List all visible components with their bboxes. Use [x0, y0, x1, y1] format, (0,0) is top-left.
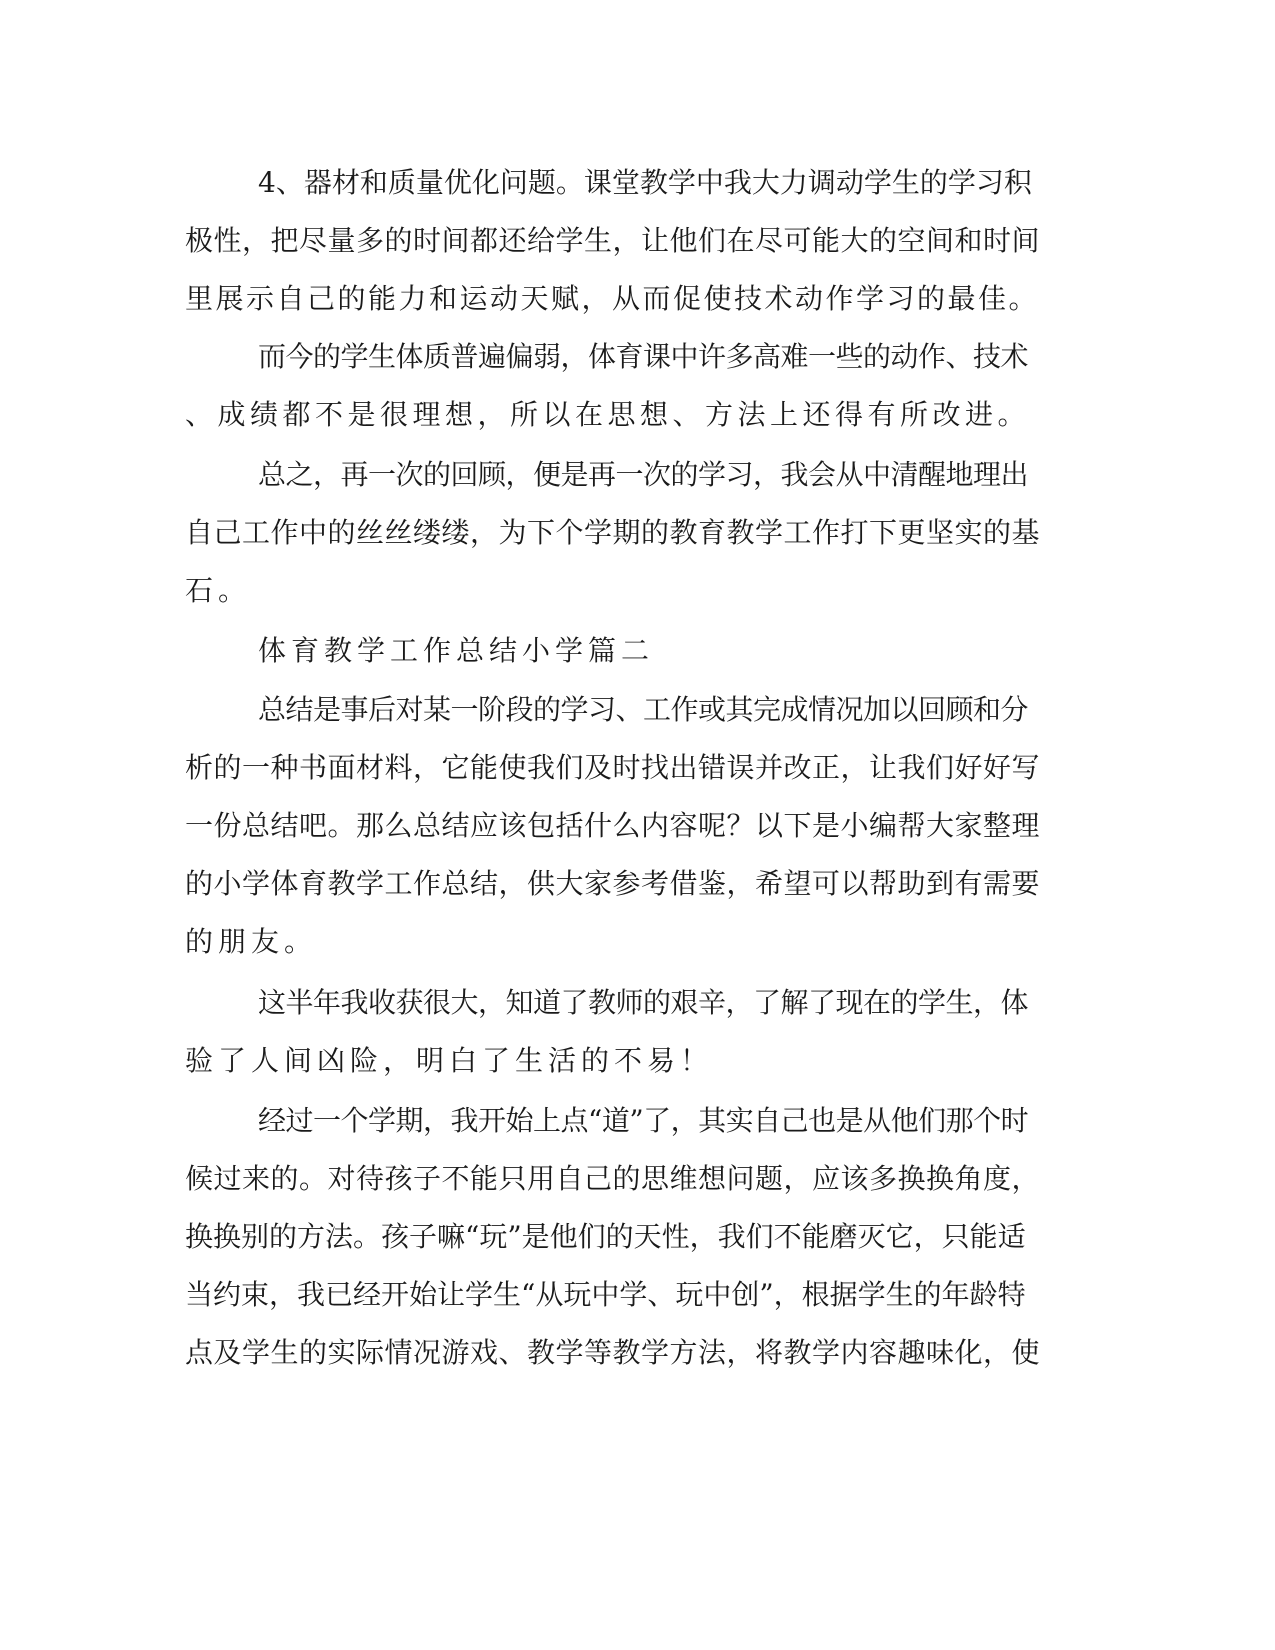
paragraph-line: 里展示自己的能力和运动天赋，从而促使技术动作学习的最佳。: [185, 282, 1040, 315]
paragraph-line: 石。: [185, 574, 252, 607]
paragraph-line: 当约束，我已经开始让学生“从玩中学、玩中创”，根据学生的年龄特: [185, 1278, 1026, 1311]
paragraph-line: 极性，把尽量多的时间都还给学生，让他们在尽可能大的空间和时间: [185, 224, 1041, 257]
paragraph-line: 、成绩都不是很理想，所以在思想、方法上还得有所改进。: [185, 398, 1031, 431]
section-heading: 体育教学工作总结小学篇二: [258, 634, 655, 667]
paragraph-line: 的朋友。: [185, 925, 318, 958]
paragraph-line: 点及学生的实际情况游戏、教学等教学方法，将教学内容趣味化，使: [185, 1336, 1041, 1369]
paragraph-line: 4、器材和质量优化问题。课堂教学中我大力调动学生的学习积: [258, 166, 1032, 199]
paragraph-line: 经过一个学期，我开始上点“道”了，其实自己也是从他们那个时: [258, 1104, 1029, 1137]
paragraph-line: 一份总结吧。那么总结应该包括什么内容呢？以下是小编帮大家整理: [185, 809, 1041, 842]
paragraph-line: 验了人间凶险，明白了生活的不易！: [185, 1044, 714, 1077]
paragraph-line: 自己工作中的丝丝缕缕，为下个学期的教育教学工作打下更坚实的基: [185, 516, 1041, 549]
paragraph-line: 析的一种书面材料，它能使我们及时找出错误并改正，让我们好好写: [185, 751, 1041, 784]
paragraph-line: 总之，再一次的回顾，便是再一次的学习，我会从中清醒地理出: [258, 458, 1029, 491]
paragraph-line: 这半年我收获很大，知道了教师的艰辛，了解了现在的学生，体: [258, 986, 1029, 1019]
paragraph-line: 候过来的。对待孩子不能只用自己的思维想问题，应该多换换角度，: [185, 1162, 1041, 1195]
paragraph-line: 总结是事后对某一阶段的学习、工作或其完成情况加以回顾和分: [258, 693, 1029, 726]
paragraph-line: 换换别的方法。孩子嘛“玩”是他们的天性，我们不能磨灭它，只能适: [185, 1220, 1026, 1253]
paragraph-line: 而今的学生体质普遍偏弱，体育课中许多高难一些的动作、技术: [258, 340, 1029, 373]
paragraph-line: 的小学体育教学工作总结，供大家参考借鉴，希望可以帮助到有需要: [185, 867, 1041, 900]
